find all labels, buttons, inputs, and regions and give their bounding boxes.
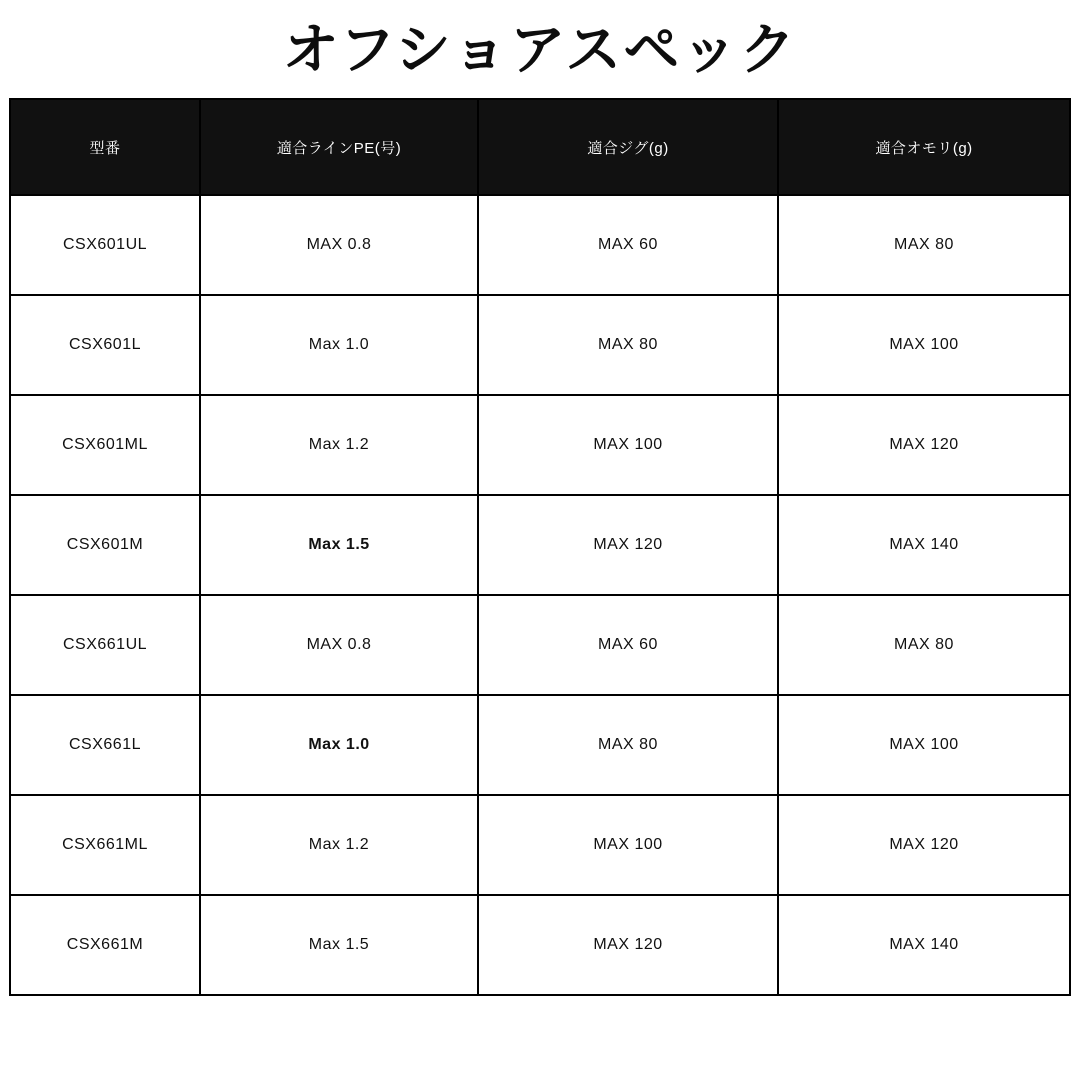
table-row [10, 895, 1070, 995]
cell-model: CSX601UL [10, 195, 200, 295]
cell-model: CSX661L [10, 695, 200, 795]
page-title: オフショアスペック [282, 18, 798, 81]
cell-sinker: MAX 80 [778, 595, 1070, 695]
table-row [10, 395, 1070, 495]
cell-model: CSX601L [10, 295, 200, 395]
table-row [10, 795, 1070, 895]
column-header-jig: 適合ジグ(g) [478, 99, 778, 195]
column-header-sinker: 適合オモリ(g) [778, 99, 1070, 195]
cell-line: Max 1.0 [200, 295, 478, 395]
cell-sinker: MAX 100 [778, 695, 1070, 795]
offshore-spec-table [9, 98, 1071, 996]
cell-sinker: MAX 140 [778, 895, 1070, 995]
cell-jig: MAX 120 [478, 495, 778, 595]
cell-line: Max 1.2 [200, 395, 478, 495]
table-header [10, 99, 1070, 195]
cell-jig: MAX 60 [478, 195, 778, 295]
cell-model: CSX601ML [10, 395, 200, 495]
table-row [10, 195, 1070, 295]
cell-sinker: MAX 120 [778, 395, 1070, 495]
cell-sinker: MAX 100 [778, 295, 1070, 395]
table-header-row [10, 99, 1070, 195]
cell-jig: MAX 100 [478, 395, 778, 495]
cell-line: Max 1.2 [200, 795, 478, 895]
cell-model: CSX601M [10, 495, 200, 595]
cell-sinker: MAX 80 [778, 195, 1070, 295]
cell-jig: MAX 120 [478, 895, 778, 995]
cell-jig: MAX 80 [478, 695, 778, 795]
table-row [10, 295, 1070, 395]
column-header-line-pe: 適合ラインPE(号) [200, 99, 478, 195]
cell-sinker: MAX 120 [778, 795, 1070, 895]
cell-line: Max 1.0 [200, 695, 478, 795]
cell-sinker: MAX 140 [778, 495, 1070, 595]
cell-model: CSX661ML [10, 795, 200, 895]
cell-line: MAX 0.8 [200, 195, 478, 295]
cell-model: CSX661M [10, 895, 200, 995]
table-body [10, 195, 1070, 995]
cell-line: Max 1.5 [200, 895, 478, 995]
table-row [10, 595, 1070, 695]
cell-jig: MAX 80 [478, 295, 778, 395]
cell-line: Max 1.5 [200, 495, 478, 595]
cell-jig: MAX 100 [478, 795, 778, 895]
table-row [10, 695, 1070, 795]
cell-jig: MAX 60 [478, 595, 778, 695]
cell-model: CSX661UL [10, 595, 200, 695]
column-header-model: 型番 [10, 99, 200, 195]
table-row [10, 495, 1070, 595]
cell-line: MAX 0.8 [200, 595, 478, 695]
